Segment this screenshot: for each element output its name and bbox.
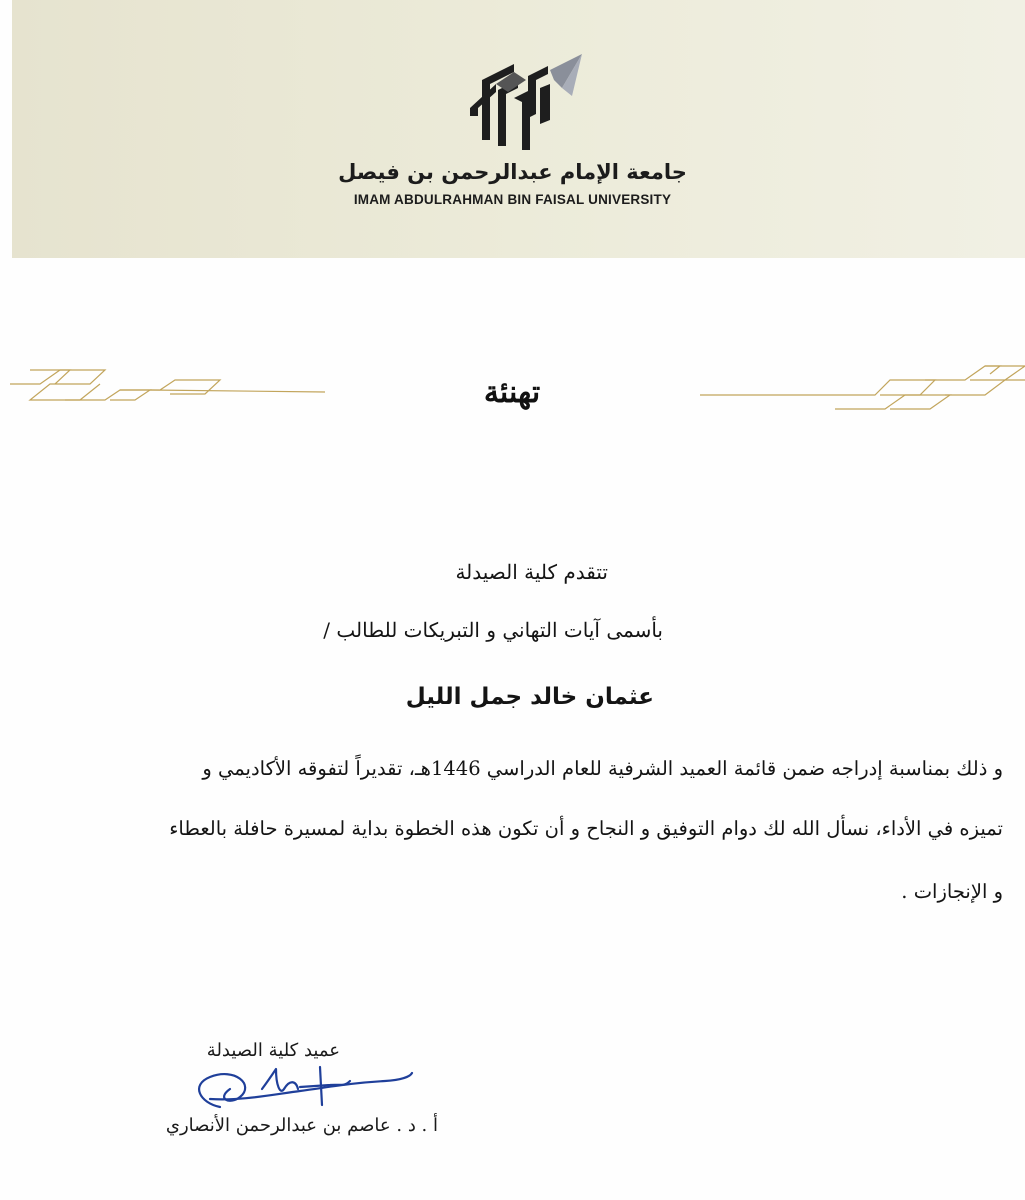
congratulations-line: بأسمى آيات التهاني و التبريكات للطالب / <box>323 618 663 642</box>
university-name-arabic: جامعة الإمام عبدالرحمن بن فيصل <box>338 160 687 184</box>
signatory-name: أ . د . عاصم بن عبدالرحمن الأنصاري <box>165 1115 438 1136</box>
body-paragraph-line-3: و الإنجازات . <box>901 880 1003 903</box>
student-name: عثمان خالد جمل الليل <box>405 684 654 710</box>
presenting-line: تتقدم كلية الصيدلة <box>455 560 608 584</box>
ornament-right <box>700 362 1025 412</box>
university-name-english: IMAM ABDULRAHMAN BIN FAISAL UNIVERSITY <box>353 192 672 207</box>
body-paragraph-line-1: و ذلك بمناسبة إدراجه ضمن قائمة العميد الشرفية للعام الدراسي 1446هـ، تقديراً لتفوقه الأكاديمي و <box>202 757 1003 780</box>
university-logo <box>468 50 586 155</box>
body-paragraph-line-2: تميزه في الأداء، نسأل الله لك دوام التوفيق و النجاح و أن تكون هذه الخطوة بداية لمسيرة حافلة بالعطاء <box>169 817 1003 840</box>
signatory-title: عميد كلية الصيدلة <box>206 1040 340 1061</box>
certificate-title: تهنئة <box>483 375 541 410</box>
ornament-left <box>10 362 325 412</box>
